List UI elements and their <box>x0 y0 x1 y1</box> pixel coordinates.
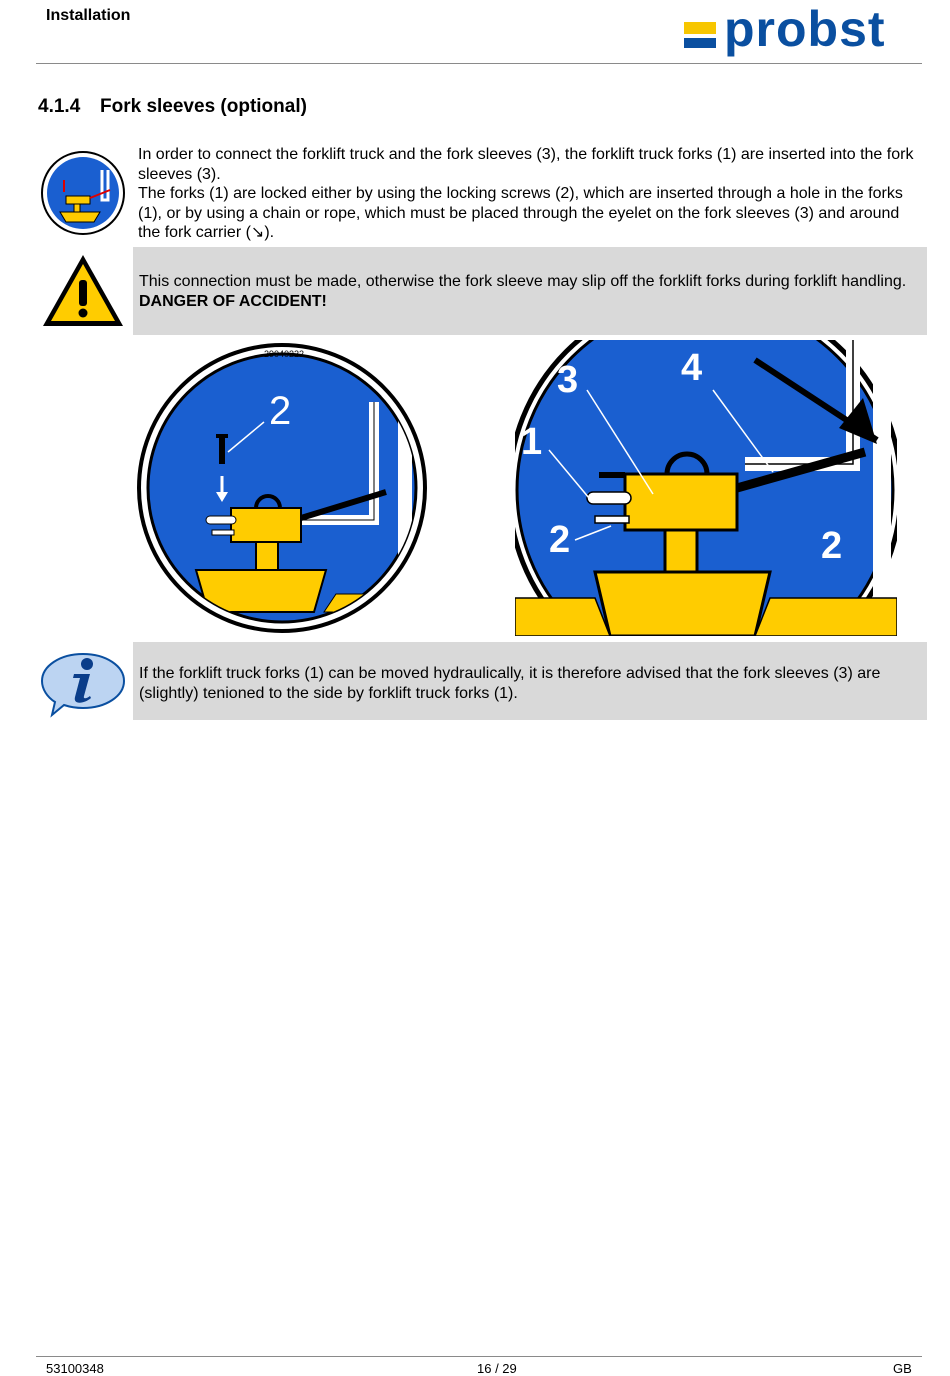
figure-right-label-3: 3 <box>557 359 579 401</box>
figure-left-label-2: 2 <box>269 389 292 433</box>
header-rule <box>36 63 922 64</box>
footer-doc-number: 53100348 <box>46 1361 104 1376</box>
section-title: Fork sleeves (optional) <box>100 96 307 117</box>
figure-right-label-2a: 2 <box>549 519 571 561</box>
section-number: 4.1.4 <box>38 96 81 117</box>
figure-right-label-4: 4 <box>681 347 703 389</box>
header-section-title: Installation <box>46 7 131 24</box>
warning-message: This connection must be made, otherwise the fork sleeve may slip off the forklift forks during forklift handling. <box>139 273 907 290</box>
warning-triangle-icon <box>40 252 126 330</box>
fork-sleeve-icon <box>40 150 126 236</box>
info-bubble-icon <box>40 650 126 718</box>
warning-box <box>133 247 927 335</box>
warning-emphasis: DANGER OF ACCIDENT! <box>139 293 327 310</box>
footer-language: GB <box>893 1361 912 1376</box>
info-text: If the forklift truck forks (1) can be moved hydraulically, it is therefore advised that the fork sleeves (3) are (slightly) tenioned to the side by forklift truck forks (1). <box>139 665 881 702</box>
footer-page-number: 16 / 29 <box>477 1361 517 1376</box>
info-box <box>133 642 927 720</box>
fork-sleeve-diagram-right <box>515 340 897 636</box>
figure-right-label-2b: 2 <box>821 525 843 567</box>
figure-code: 29040222 <box>264 349 305 359</box>
footer-rule <box>36 1356 922 1357</box>
paragraph-locking: The forks (1) are locked either by using the locking screws (2), which are inserted through a hole in the forks (1), or by using a chain or rope, which must be placed through the eyelet on the fork sleeves (3) and around the fork carrier (↘). <box>138 185 903 242</box>
logo-text: probst <box>724 1 886 57</box>
fork-sleeve-diagram-left <box>136 342 428 634</box>
figure-right-label-1: 1 <box>521 421 543 463</box>
warning-text <box>139 272 915 312</box>
section-heading <box>38 96 307 118</box>
probst-logo <box>684 1 916 62</box>
paragraph-connection: In order to connect the forklift truck and the fork sleeves (3), the forklift truck forks (1) are inserted into the fork sleeves (3). <box>138 146 914 183</box>
